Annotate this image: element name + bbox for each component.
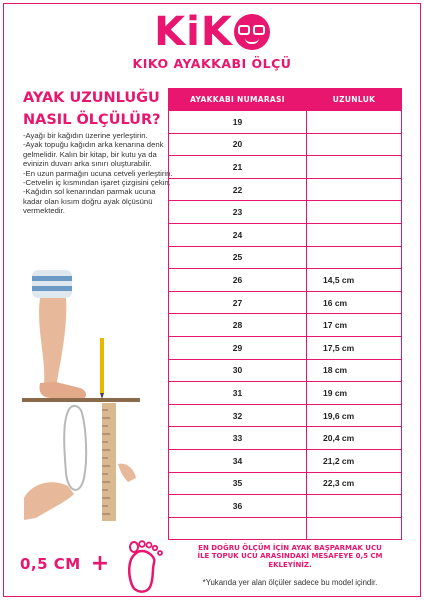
glasses-face-icon <box>234 14 270 50</box>
foot-measuring-illustration <box>22 268 140 526</box>
size-cell: 25 <box>169 246 307 269</box>
table-row <box>169 133 402 156</box>
logo-wordmark: KiK <box>154 9 233 55</box>
size-cell <box>169 517 307 540</box>
size-cell: 30 <box>169 359 307 382</box>
size-cell: 19 <box>169 111 307 134</box>
length-cell: 17,5 cm <box>307 336 402 359</box>
length-cell: 16 cm <box>307 291 402 314</box>
table-row <box>169 156 402 179</box>
table-row <box>169 382 402 405</box>
size-cell: 24 <box>169 223 307 246</box>
instruction-step: -Ayak topuğu kağıdın arka kenarına denk gelmelidir. Kalın bir kitap, bir kutu ya da evinizin duvarı arka sınırı oluşturabilir. <box>23 140 164 169</box>
length-cell: 20,4 cm <box>307 427 402 450</box>
length-cell: 17 cm <box>307 314 402 337</box>
length-cell <box>307 517 402 540</box>
plus-icon: + <box>90 551 110 576</box>
kiko-logo <box>0 10 424 71</box>
length-cell <box>307 178 402 201</box>
length-cell <box>307 223 402 246</box>
table-row <box>169 269 402 292</box>
length-cell: 22,3 cm <box>307 472 402 495</box>
length-cell: 14,5 cm <box>307 269 402 292</box>
table-row <box>169 314 402 337</box>
instructions <box>23 131 173 216</box>
table-row <box>169 517 402 540</box>
table-row <box>169 359 402 382</box>
length-cell <box>307 495 402 518</box>
length-cell <box>307 111 402 134</box>
length-cell: 19,6 cm <box>307 404 402 427</box>
size-cell: 26 <box>169 269 307 292</box>
table-row <box>169 472 402 495</box>
length-cell: 19 cm <box>307 382 402 405</box>
length-cell <box>307 201 402 224</box>
length-cell <box>307 246 402 269</box>
size-cell: 32 <box>169 404 307 427</box>
measurement-note: EN DOĞRU ÖLÇÜM İÇİN AYAK BAŞPARMAK UCU İLE TOPUK UCU ARASINDAKİ MESAFEYE 0,5 CM EKLEYİNİZ. <box>197 544 383 569</box>
logo-subtitle: KIKO AYAKKABI ÖLÇÜ <box>132 56 292 71</box>
instruction-step: -Kağıdın sol kenarından parmak ucuna kadar olan kısım doğru ayak ölçüsünü vermektedir. <box>23 187 156 216</box>
size-cell: 35 <box>169 472 307 495</box>
table-row <box>169 291 402 314</box>
table-row <box>169 178 402 201</box>
length-cell <box>307 156 402 179</box>
size-cell: 36 <box>169 495 307 518</box>
size-cell: 31 <box>169 382 307 405</box>
length-cell <box>307 133 402 156</box>
instruction-step: -Cetvelin iç kısmından işaret çizgisini çekin. <box>23 178 171 188</box>
header-length: UZUNLUK <box>307 89 402 111</box>
size-cell: 28 <box>169 314 307 337</box>
size-cell: 33 <box>169 427 307 450</box>
table-row <box>169 449 402 472</box>
table-row <box>169 246 402 269</box>
size-cell: 29 <box>169 336 307 359</box>
table-row <box>169 223 402 246</box>
howto-title: AYAK UZUNLUĞU NASIL ÖLÇÜLÜR? <box>23 90 161 128</box>
size-cell: 34 <box>169 449 307 472</box>
margin-label <box>20 551 110 576</box>
margin-value: 0,5 CM <box>20 555 81 573</box>
disclaimer: *Yukarıda yer alan ölçüler sadece bu model içindir. <box>202 578 378 587</box>
length-cell: 21,2 cm <box>307 449 402 472</box>
size-cell: 23 <box>169 201 307 224</box>
size-cell: 20 <box>169 133 307 156</box>
size-cell: 27 <box>169 291 307 314</box>
header-shoe-size: AYAKKABI NUMARASI <box>169 89 307 111</box>
instruction-step: -Ayağı bir kağıdın üzerine yerleştirin. <box>23 131 148 140</box>
table-row <box>169 404 402 427</box>
table-row <box>169 495 402 518</box>
table-row <box>169 336 402 359</box>
footprint-icon <box>120 539 168 595</box>
table-row <box>169 201 402 224</box>
instruction-step: -En uzun parmağın ucuna cetveli yerleştirin. <box>23 168 173 178</box>
size-cell: 22 <box>169 178 307 201</box>
table-header-row <box>169 89 402 111</box>
size-cell: 21 <box>169 156 307 179</box>
length-cell: 18 cm <box>307 359 402 382</box>
table-row <box>169 427 402 450</box>
table-row <box>169 111 402 134</box>
size-chart-table <box>168 88 402 540</box>
